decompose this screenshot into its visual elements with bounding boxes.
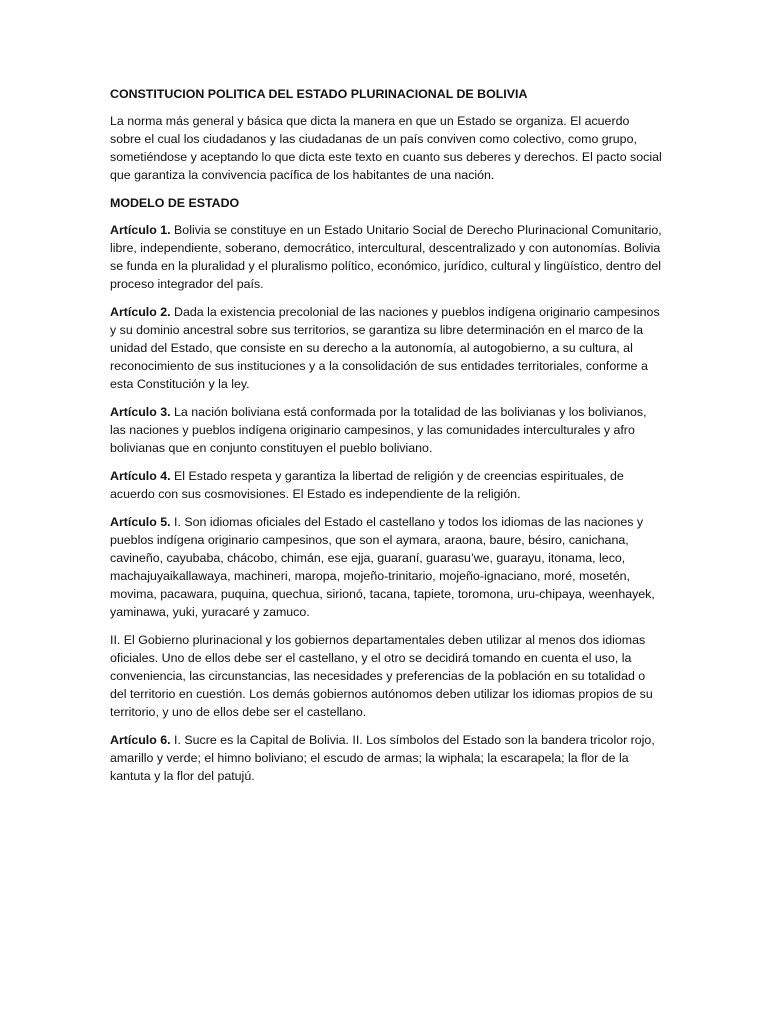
article-2 bbox=[110, 303, 662, 393]
article-5-label: Artículo 5. bbox=[110, 515, 171, 529]
article-5-part-2: II. El Gobierno plurinacional y los gobiernos departamentales deben utilizar al menos dos idiomas oficiales. Uno de ellos debe ser el castellano, y el otro se decidirá tomando en cuenta el uso, la conveniencia, las circunstancias, las necesidades y preferencias de la población en su totalidad o del territorio en cuestión. Los demás gobiernos autónomos deben utilizar los idiomas propios de su territorio, y uno de ellos debe ser el castellano. bbox=[110, 633, 653, 719]
article-3-text: La nación boliviana está conformada por la totalidad de las bolivianas y los bolivianos, las naciones y pueblos indígena originario campesinos, y las comunidades interculturales y afro bolivianas que en conjunto constituyen el pueblo boliviano. bbox=[110, 405, 647, 455]
document-title: CONSTITUCION POLITICA DEL ESTADO PLURINACIONAL DE BOLIVIA bbox=[110, 87, 528, 101]
article-6-text: I. Sucre es la Capital de Bolivia. II. Los símbolos del Estado son la bandera tricolor rojo, amarillo y verde; el himno boliviano; el escudo de armas; la wiphala; la escarapela; la flor de la kantuta y la flor del patujú. bbox=[110, 733, 655, 783]
intro-paragraph: La norma más general y básica que dicta la manera en que un Estado se organiza. El acuerdo sobre el cual los ciudadanos y las ciudadanas de un país conviven como colectivo, como grupo, sometiéndose y aceptando lo que dicta este texto en cuanto sus deberes y derechos. El pacto social que garantiza la convivencia pacífica de los habitantes de una nación. bbox=[110, 114, 662, 182]
article-3 bbox=[110, 403, 662, 457]
article-6-label: Artículo 6. bbox=[110, 733, 171, 747]
article-5 bbox=[110, 513, 662, 621]
article-1-label: Artículo 1. bbox=[110, 223, 171, 237]
article-4-text: El Estado respeta y garantiza la libertad de religión y de creencias espirituales, de acuerdo con sus cosmovisiones. El Estado es independiente de la religión. bbox=[110, 469, 624, 501]
article-5-text: I. Son idiomas oficiales del Estado el castellano y todos los idiomas de las naciones y pueblos indígena originario campesinos, que son el aymara, araona, baure, bésiro, canichana, cavineño, cayubaba, chácobo, chimán, ese ejja, guaraní, guarasu’we, guarayu, itonama, leco, machajuyaikallawaya, machineri, maropa, mojeño-trinitario, mojeño-ignaciano, moré, mosetén, movima, pacawara, puquina, quechua, sirionó, tacana, tapiete, toromona, uru-chipaya, weenhayek, yaminawa, yuki, yuracaré y zamuco. bbox=[110, 515, 655, 619]
article-4-label: Artículo 4. bbox=[110, 469, 171, 483]
article-3-label: Artículo 3. bbox=[110, 405, 171, 419]
article-2-text: Dada la existencia precolonial de las naciones y pueblos indígena originario campesinos y su dominio ancestral sobre sus territorios, se garantiza su libre determinación en el marco de la unidad del Estado, que consiste en su derecho a la autonomía, al autogobierno, a su cultura, al reconocimiento de sus instituciones y a la consolidación de sus entidades territoriales, conforme a esta Constitución y la ley. bbox=[110, 305, 660, 391]
article-1 bbox=[110, 221, 662, 293]
article-1-text: Bolivia se constituye en un Estado Unitario Social de Derecho Plurinacional Comunitario, libre, independiente, soberano, democrático, intercultural, descentralizado y con autonomías. Bolivia se funda en la pluralidad y el pluralismo político, económico, jurídico, cultural y lingüístico, dentro del proceso integrador del país. bbox=[110, 223, 662, 291]
article-4 bbox=[110, 467, 662, 503]
article-6 bbox=[110, 731, 662, 785]
document-body bbox=[110, 85, 662, 795]
section-heading: MODELO DE ESTADO bbox=[110, 196, 240, 210]
article-2-label: Artículo 2. bbox=[110, 305, 171, 319]
